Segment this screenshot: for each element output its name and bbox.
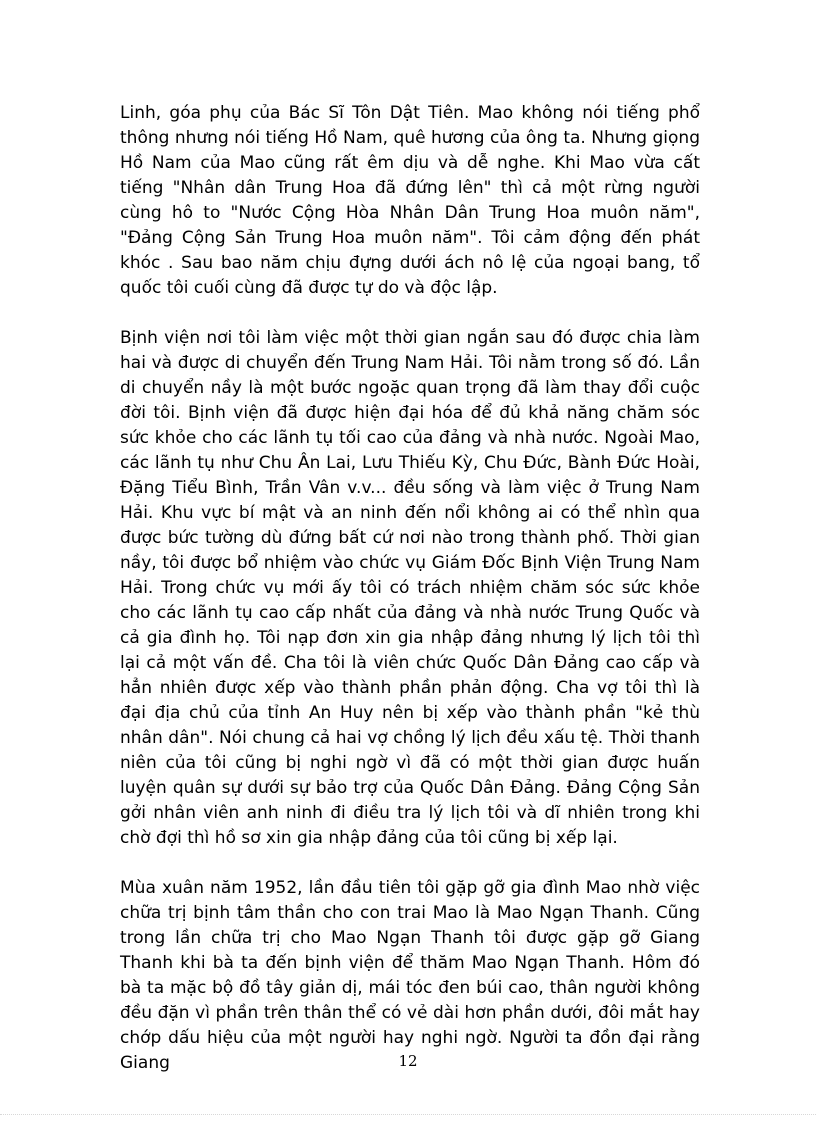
paragraph: Mùa xuân năm 1952, lần đầu tiên tôi gặp gỡ gia đình Mao nhờ việc chữa trị bịnh tâm thần cho con trai Mao là Mao Ngạn Thanh. Cũng trong lần chữa trị cho Mao Ngạn Thanh tôi được gặp gỡ Giang Thanh khi bà ta đến bịnh viện để thăm Mao Ngạn Thanh. Hôm đó bà ta mặc bộ đồ tây giản dị, mái tóc đen búi cao, thân người không đều đặn vì phần trên thân thể có vẻ dài hơn phần dưới, đôi mắt hay chớp dấu hiệu của một người hay nghi ngờ. Người ta đồn đại rằng Giang (120, 878, 700, 1073)
page-number: 12 (398, 1052, 418, 1070)
page-edge-divider (0, 1114, 816, 1115)
paragraph: Linh, góa phụ của Bác Sĩ Tôn Dật Tiên. Mao không nói tiếng phổ thông nhưng nói tiếng Hồ Nam, quê hương của ông ta. Nhưng giọng Hồ Nam của Mao cũng rất êm dịu và dễ nghe. Khi Mao vừa cất tiếng "Nhân dân Trung Hoa đã đứng lên" thì cả một rừng người cùng hô to "Nước Cộng Hòa Nhân Dân Trung Hoa muôn năm", "Đảng Cộng Sản Trung Hoa muôn năm". Tôi cảm động đến phát khóc . Sau bao năm chịu đựng dưới ách nô lệ của ngoại bang, tổ quốc tôi cuối cùng đã được tự do và độc lập. (120, 103, 700, 298)
paragraph: Bịnh viện nơi tôi làm việc một thời gian ngắn sau đó được chia làm hai và được di chuyển đến Trung Nam Hải. Tôi nằm trong số đó. Lần di chuyển nầy là một bước ngoặc quan trọng đã làm thay đổi cuộc đời tôi. Bịnh viện đã được hiện đại hóa để đủ khả năng chăm sóc sức khỏe cho các lãnh tụ tối cao của đảng và nhà nước. Ngoài Mao, các lãnh tụ như Chu Ân Lai, Lưu Thiếu Kỳ, Chu Đức, Bành Đức Hoài, Đặng Tiểu Bình, Trần Vân v.v... đều sống và làm việc ở Trung Nam Hải. Khu vực bí mật và an ninh đến nổi không ai có thể nhìn qua được bức tường dù đứng bất cứ nơi nào trong thành phố. Thời gian nầy, tôi được bổ nhiệm vào chức vụ Giám Đốc Bịnh Viện Trung Nam Hải. Trong chức vụ mới ấy tôi có trách nhiệm chăm sóc sức khỏe cho các lãnh tụ cao cấp nhất của đảng và nhà nước Trung Quốc và cả gia đình họ. Tôi nạp đơn xin gia nhập đảng nhưng lý lịch tôi thì lại cả một vấn đề. Cha tôi là viên chức Quốc Dân Đảng cao cấp và hẳn nhiên được xếp vào thành phần phản động. Cha vợ tôi thì là đại địa chủ của tỉnh An Huy nên bị xếp vào thành phần "kẻ thù nhân dân". Nói chung cả hai vợ chồng lý lịch đều xấu tệ. Thời thanh niên của tôi cũng bị nghi ngờ vì đã có một thời gian được huấn luyện quân sự dưới sự bảo trợ của Quốc Dân Đảng. Đảng Cộng Sản gởi nhân viên anh ninh đi điều tra lý lịch tôi và dĩ nhiên trong khi chờ đợi thì hồ sơ xin gia nhập đảng của tôi cũng bị xếp lại. (120, 328, 700, 848)
body-text (120, 101, 700, 1101)
